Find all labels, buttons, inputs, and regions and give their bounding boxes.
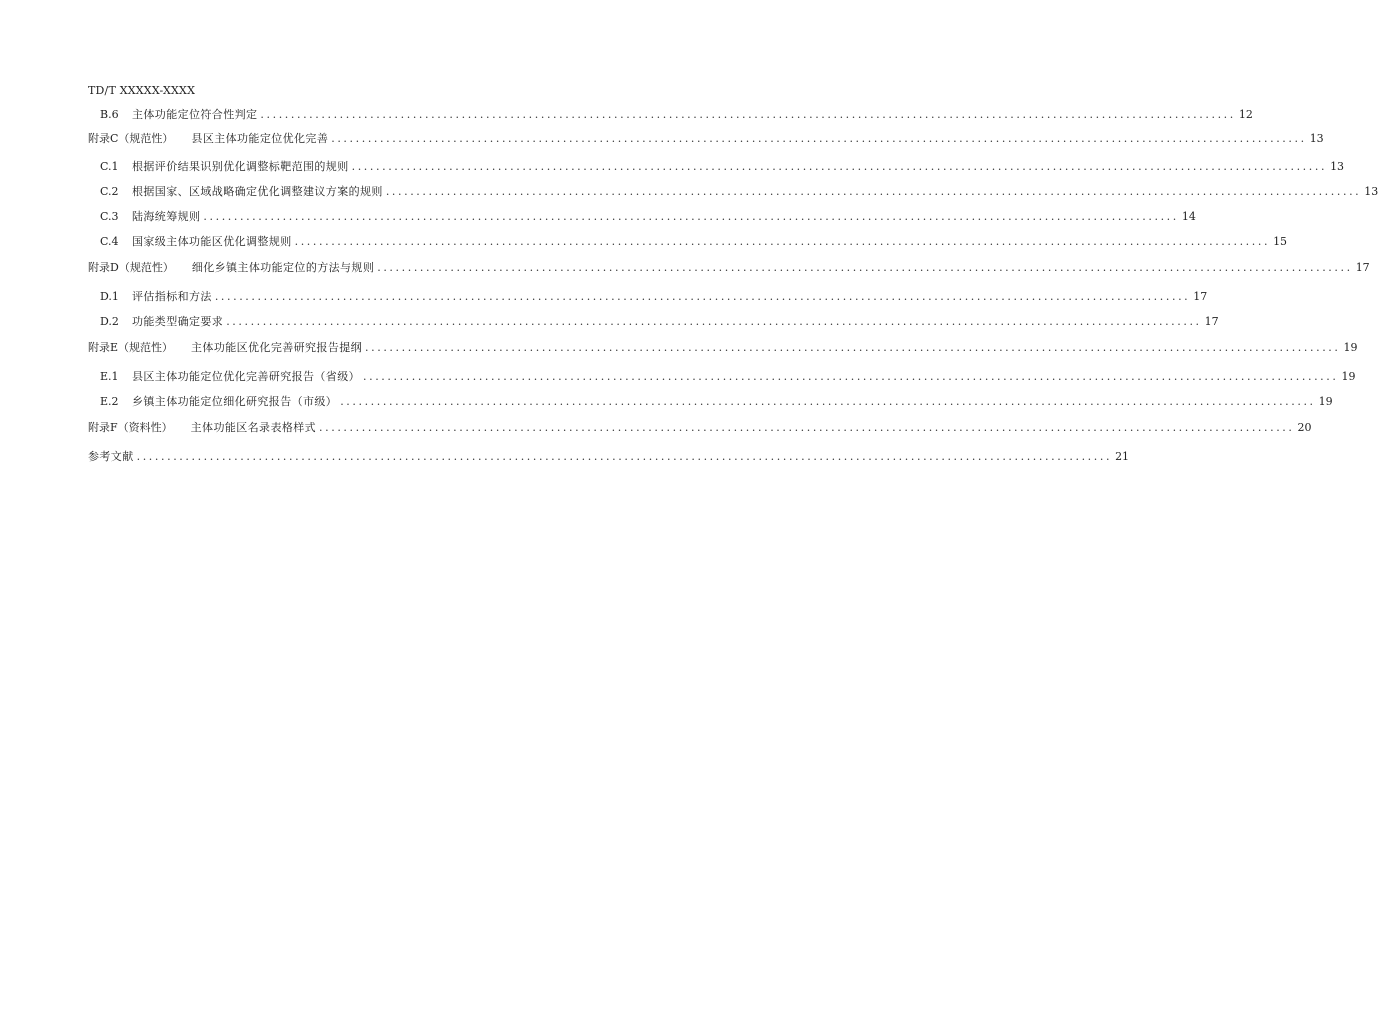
- toc-entry-title: 根据评价结果识别优化调整标靶范围的规则: [132, 160, 349, 173]
- toc-dot-leader: ................................................................................................................................................................: [203, 210, 1179, 223]
- toc-entry-title: 主体功能定位符合性判定: [132, 108, 258, 121]
- toc-entry-page: 17: [1193, 290, 1208, 303]
- toc-entry-title: 县区主体功能定位优化完善: [191, 132, 329, 145]
- toc-entry-number: E.2: [100, 395, 119, 408]
- toc-entry-title: 功能类型确定要求: [132, 315, 224, 328]
- toc-entry-page: 17: [1204, 315, 1219, 328]
- toc-dot-leader: ................................................................................................................................................................: [365, 341, 1341, 354]
- toc-entry-page: 14: [1181, 210, 1196, 223]
- toc-entry-c4[interactable]: [100, 235, 1288, 249]
- toc-entry-number: D.1: [100, 290, 119, 303]
- toc-entry-title: 主体功能区优化完善研究报告提纲: [191, 341, 363, 354]
- toc-dot-leader: ................................................................................................................................................................: [294, 235, 1271, 248]
- toc-entry-title: 陆海统筹规则: [132, 210, 201, 223]
- toc-entry-appendix-e[interactable]: [88, 341, 1358, 355]
- toc-entry-title: 主体功能区名录表格样式: [190, 421, 317, 434]
- toc-dot-leader: ................................................................................................................................................................: [226, 315, 1202, 328]
- toc-entry-title: 根据国家、区域战略确定优化调整建议方案的规则: [132, 185, 383, 198]
- document-code-header: TD/T XXXXX-XXXX: [88, 84, 196, 97]
- toc-entry-appendix-d[interactable]: [88, 261, 1370, 275]
- toc-dot-leader: ................................................................................................................................................................: [351, 160, 1328, 173]
- toc-entry-number: E.1: [100, 370, 119, 383]
- toc-entry-number: C.4: [100, 235, 119, 248]
- toc-entry-page: 19: [1343, 341, 1358, 354]
- toc-entry-page: 20: [1297, 421, 1312, 434]
- toc-entry-d2[interactable]: [100, 315, 1219, 329]
- toc-entry-c1[interactable]: [100, 160, 1345, 174]
- toc-dot-leader: ................................................................................................................................................................: [377, 261, 1353, 274]
- toc-entry-page: 13: [1330, 160, 1345, 173]
- toc-entry-number: B.6: [100, 108, 119, 121]
- toc-entry-e1[interactable]: [100, 370, 1356, 384]
- toc-entry-number: 附录E（规范性）: [88, 341, 174, 354]
- toc-entry-appendix-f[interactable]: [88, 421, 1312, 435]
- toc-entry-number: 附录F（资料性）: [88, 421, 173, 434]
- toc-entry-page: 13: [1309, 132, 1324, 145]
- toc-entry-page: 19: [1318, 395, 1333, 408]
- toc-dot-leader: ................................................................................................................................................................: [331, 132, 1307, 145]
- toc-entry-page: 17: [1355, 261, 1370, 274]
- toc-dot-leader: ................................................................................................................................................................: [319, 421, 1295, 434]
- toc-entry-title: 评估指标和方法: [132, 290, 212, 303]
- toc-entry-page: 19: [1341, 370, 1356, 383]
- toc-entry-e2[interactable]: [100, 395, 1333, 409]
- toc-entry-appendix-c[interactable]: [88, 132, 1324, 146]
- toc-entry-page: 13: [1364, 185, 1378, 198]
- toc-entry-references[interactable]: [88, 450, 1130, 464]
- toc-entry-title: 国家级主体功能区优化调整规则: [132, 235, 292, 248]
- toc-dot-leader: ................................................................................................................................................................: [385, 185, 1362, 198]
- toc-entry-number: D.2: [100, 315, 119, 328]
- toc-entry-number: C.2: [100, 185, 119, 198]
- toc-entry-page: 21: [1115, 450, 1130, 463]
- toc-entry-c3[interactable]: [100, 210, 1196, 224]
- toc-entry-number: C.1: [100, 160, 119, 173]
- toc-entry-d1[interactable]: [100, 290, 1208, 304]
- toc-entry-c2[interactable]: [100, 185, 1378, 199]
- toc-entry-page: 15: [1273, 235, 1288, 248]
- toc-entry-title: 乡镇主体功能定位细化研究报告（市级）: [132, 395, 338, 408]
- toc-entry-number: 附录D（规范性）: [88, 261, 174, 274]
- toc-entry-number: C.3: [100, 210, 119, 223]
- toc-dot-leader: ................................................................................................................................................................: [260, 108, 1236, 121]
- toc-entry-title: 参考文献: [88, 450, 134, 463]
- toc-entry-b6[interactable]: [100, 108, 1253, 122]
- toc-dot-leader: ................................................................................................................................................................: [214, 290, 1191, 303]
- toc-dot-leader: ................................................................................................................................................................: [136, 450, 1113, 463]
- toc-entry-title: 县区主体功能定位优化完善研究报告（省级）: [132, 370, 360, 383]
- toc-dot-leader: ................................................................................................................................................................: [340, 395, 1316, 408]
- toc-entry-title: 细化乡镇主体功能定位的方法与规则: [191, 261, 375, 274]
- toc-entry-number: 附录C（规范性）: [88, 132, 174, 145]
- toc-entry-page: 12: [1238, 108, 1253, 121]
- toc-dot-leader: ................................................................................................................................................................: [363, 370, 1339, 383]
